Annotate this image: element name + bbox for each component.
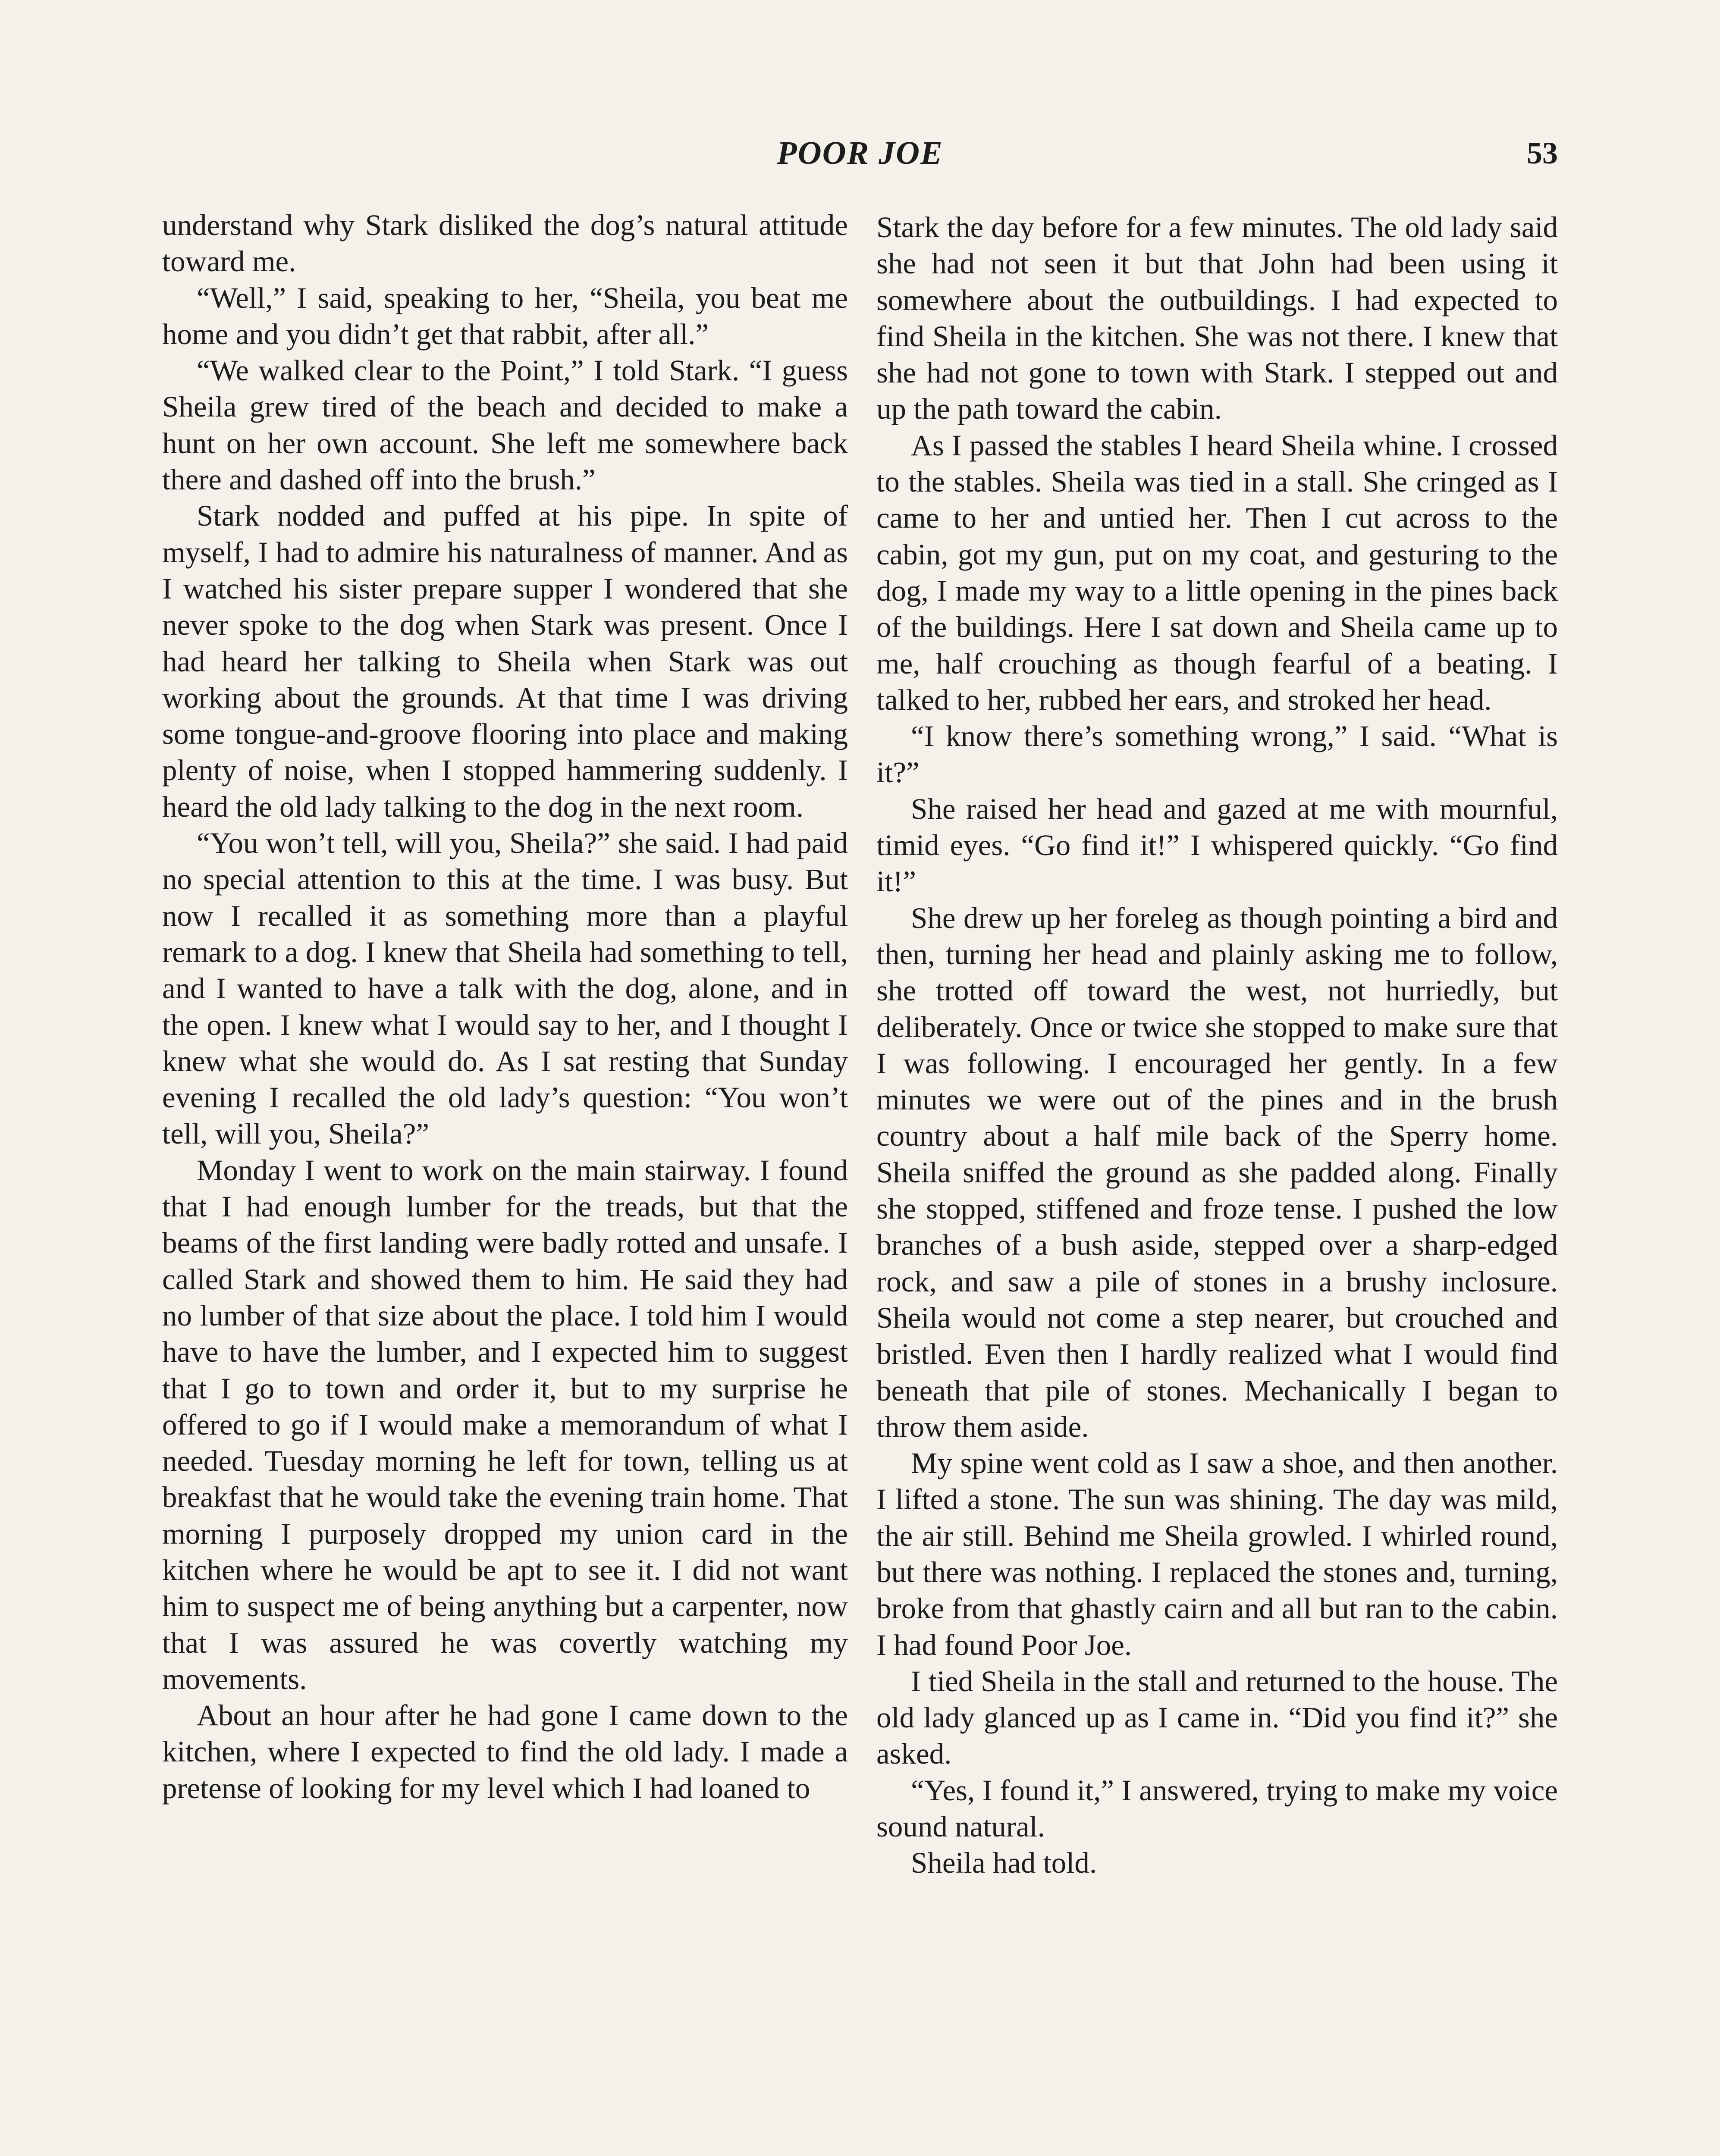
paragraph: She raised her head and gazed at me with mournful, timid eyes. “Go find it!” I whispered quickly. “Go find it!” — [876, 792, 1558, 898]
page-number: 53 — [1527, 136, 1558, 170]
paragraph: My spine went cold as I saw a shoe, and then another. I lifted a stone. The sun was shining. The day was mild, the air still. Behind me Sheila growled. I whirled round, but there was nothing. I replaced the stones and, turning, broke from that ghastly cairn and all but ran to the cabin. I had found Poor Joe. — [876, 1447, 1558, 1661]
paragraph: Stark the day before for a few minutes. The old lady said she had not seen it but that John had been using it somewhere about the outbuildings. I had expected to find Sheila in the kitchen. She was not there. I knew that she had not gone to town with Stark. I stepped out and up the path toward the cabin. — [876, 211, 1558, 426]
paragraph: Stark nodded and puffed at his pipe. In spite of myself, I had to admire his naturalness of manner. And as I watched his sister prepare supper I wondered that she never spoke to the dog when Stark was present. Once I had heard her talking to Sheila when Stark was out working about the grounds. At that time I was driving some tongue-and-groove flooring into place and making plenty of noise, when I stopped hammering suddenly. I heard the old lady talking to the dog in the next room. — [162, 499, 848, 823]
left-column — [162, 207, 848, 1806]
paragraph: understand why Stark disliked the dog’s natural attitude toward me. — [162, 209, 848, 278]
paragraph: Sheila had told. — [911, 1846, 1097, 1880]
paragraph: “I know there’s something wrong,” I said. “What is it?” — [876, 720, 1558, 789]
paragraph: She drew up her foreleg as though pointing a bird and then, turning her head and plainly asking me to follow, she trotted off toward the west, not hurriedly, but deliberately. Once or twice she stopped to make sure that I was following. I encouraged her gently. In a few minutes we were out of the pines and in the brush country about a half mile back of the Sperry home. Sheila sniffed the ground as she padded along. Finally she stopped, stiffened and froze tense. I pushed the low branches of a bush aside, stepped over a sharp-edged rock, and saw a pile of stones in a brushy inclosure. Sheila would not come a step nearer, but crouched and bristled. Even then I hardly realized what I would find beneath that pile of stones. Mechanically I began to throw them aside. — [876, 901, 1558, 1443]
paragraph: About an hour after he had gone I came down to the kitchen, where I expected to find the old lady. I made a pretense of looking for my level which I had loaned to — [162, 1699, 848, 1805]
paragraph: I tied Sheila in the stall and returned to the house. The old lady glanced up as I came in. “Did you find it?” she asked. — [876, 1664, 1558, 1771]
right-column — [876, 209, 1558, 1881]
paragraph: As I passed the stables I heard Sheila whine. I crossed to the stables. Sheila was tied in a stall. She cringed as I came to her and untied her. Then I cut across to the cabin, got my gun, put on my coat, and gesturing to the dog, I made my way to a little opening in the pines back of the buildings. Here I sat down and Sheila came up to me, half crouching as though fearful of a beating. I talked to her, rubbed her ears, and stroked her head. — [876, 429, 1558, 716]
paragraph: “Well,” I said, speaking to her, “Sheila, you beat me home and you didn’t get that rabbit, after all.” — [162, 281, 848, 351]
running-head — [162, 129, 1558, 177]
running-title: POOR JOE — [777, 135, 943, 171]
paragraph: “You won’t tell, will you, Sheila?” she said. I had paid no special attention to this at the time. I was busy. But now I recalled it as something more than a playful remark to a dog. I knew that Sheila had something to tell, and I wanted to have a talk with the dog, alone, and in the open. I knew what I would say to her, and I thought I knew what she would do. As I sat resting that Sunday evening I recalled the old lady’s question: “You won’t tell, will you, Sheila?” — [162, 827, 848, 1150]
paragraph: “Yes, I found it,” I answered, trying to make my voice sound natural. — [876, 1774, 1558, 1843]
paragraph: Monday I went to work on the main stairway. I found that I had enough lumber for the treads, but that the beams of the first landing were badly rotted and unsafe. I called Stark and showed them to him. He said they had no lumber of that size about the place. I told him I would have to have the lumber, and I expected him to suggest that I go to town and order it, but to my surprise he offered to go if I would make a memorandum of what I needed. Tuesday morning he left for town, telling us at breakfast that he would take the evening train home. That morning I purposely dropped my union card in the kitchen where he would be apt to see it. I did not want him to suspect me of being anything but a carpenter, now that I was assured he was covertly watching my movements. — [162, 1153, 848, 1695]
paragraph: “We walked clear to the Point,” I told Stark. “I guess Sheila grew tired of the beach and decided to make a hunt on her own account. She left me somewhere back there and dashed off into the brush.” — [162, 354, 848, 496]
